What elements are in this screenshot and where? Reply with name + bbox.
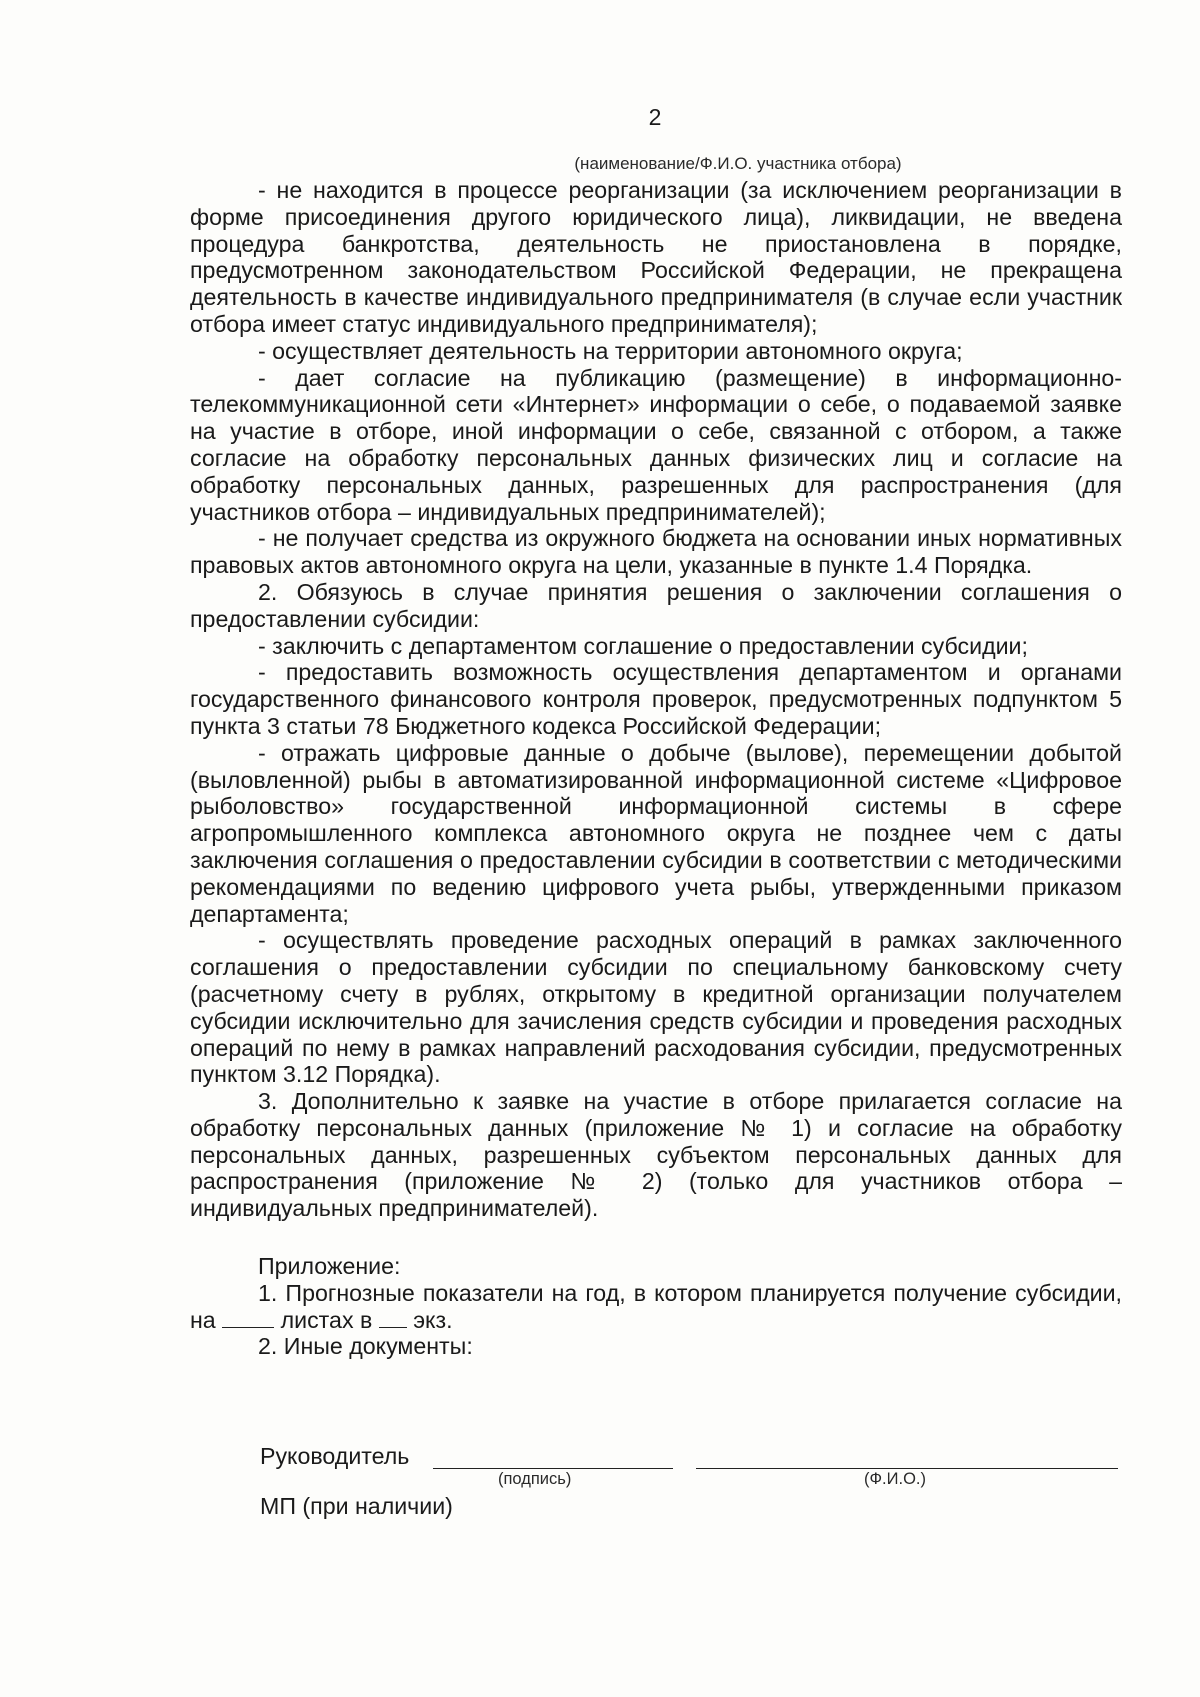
appendix-item-1 xyxy=(190,1280,1122,1334)
paragraph: - не получает средства из окружного бюджета на основании иных нормативных правовых актов автономного округа на цели, указанные в пункте 1.4 Порядка. xyxy=(190,525,1122,579)
paragraph: - осуществляет деятельность на территории автономного округа; xyxy=(258,337,963,364)
appendix-item-2: 2. Иные документы: xyxy=(258,1333,473,1360)
participant-name-caption: (наименование/Ф.И.О. участника отбора) xyxy=(574,154,902,173)
paragraph: - заключить с департаментом соглашение о предоставлении субсидии; xyxy=(258,632,1028,659)
signature-block xyxy=(260,1443,1120,1493)
appendix-title: Приложение: xyxy=(258,1253,401,1280)
paragraph: - предоставить возможность осуществления департаментом и органами государственного финансового контроля проверок, предусмотренных подпунктом 5 пункта 3 статьи 78 Бюджетного кодекса Российской Федерации; xyxy=(190,659,1122,739)
paragraph: - отражать цифровые данные о добыче (вылове), перемещении добытой (выловленной) рыбы в автоматизированной информационной системе «Цифровое рыболовство» государственной информационной системы в сфере агропромышленного комплекса автономного округа не позднее чем с даты заключения соглашения о предоставлении субсидии в соответствии с методическими рекомендациями по ведению цифрового учета рыбы, утвержденными приказом департамента; xyxy=(190,739,1122,927)
name-caption: (Ф.И.О.) xyxy=(864,1470,926,1488)
signature-caption: (подпись) xyxy=(498,1470,572,1488)
signature-label: Руководитель xyxy=(260,1443,410,1469)
appendix-item-1-sheets: листах в xyxy=(280,1306,373,1333)
document-body xyxy=(190,177,1122,1360)
signature-line xyxy=(433,1468,673,1469)
paragraph: - осуществлять проведение расходных операций в рамках заключенного соглашения о предоставлении субсидии по специальному банковскому счету (расчетному счету в рублях, открытому в кредитной организации получателем субсидии исключительно для зачисления средств субсидии и проведения расходных операций по нему в рамках направлений расходования субсидии, предусмотренных пунктом 3.12 Порядка). xyxy=(190,927,1122,1088)
seal-label: МП (при наличии) xyxy=(260,1493,453,1519)
page-number: 2 xyxy=(648,104,662,130)
paragraph: - не находится в процессе реорганизации (за исключением реорганизации в форме присоединения другого юридического лица), ликвидации, не введена процедура банкротства, деятельность не приостановлена в порядке, предусмотренном законодательством Российской Федерации, не прекращена деятельность в качестве индивидуального предпринимателя (в случае если участник отбора имеет статус индивидуального предпринимателя); xyxy=(190,177,1122,337)
paragraph: - дает согласие на публикацию (размещение) в информационно-телекоммуникационной сети «Интернет» информации о себе, о подаваемой заявке на участие в отборе, иной информации о себе, связанной с отбором, а также согласие на обработку персональных данных физических лиц и согласие на обработку персональных данных, разрешенных для распространения (для участников отбора – индивидуальных предпринимателей); xyxy=(190,364,1122,525)
paragraph: 2. Обязуюсь в случае принятия решения о заключении соглашения о предоставлении субсидии: xyxy=(190,578,1122,632)
paragraph: 3. Дополнительно к заявке на участие в отборе прилагается согласие на обработку персональных данных (приложение № 1) и согласие на обработку персональных данных, разрешенных субъектом персональных данных для распространения (приложение № 2) (только для участников отбора – индивидуальных предпринимателей). xyxy=(190,1088,1122,1222)
name-line xyxy=(696,1468,1118,1469)
copies-count-blank xyxy=(379,1313,407,1328)
sheets-count-blank xyxy=(222,1313,274,1328)
appendix-item-1-text: 1. Прогнозные показатели на год, в котором планируется получение субсидии, на xyxy=(190,1279,1122,1333)
appendix-item-1-copies: экз. xyxy=(413,1306,453,1333)
